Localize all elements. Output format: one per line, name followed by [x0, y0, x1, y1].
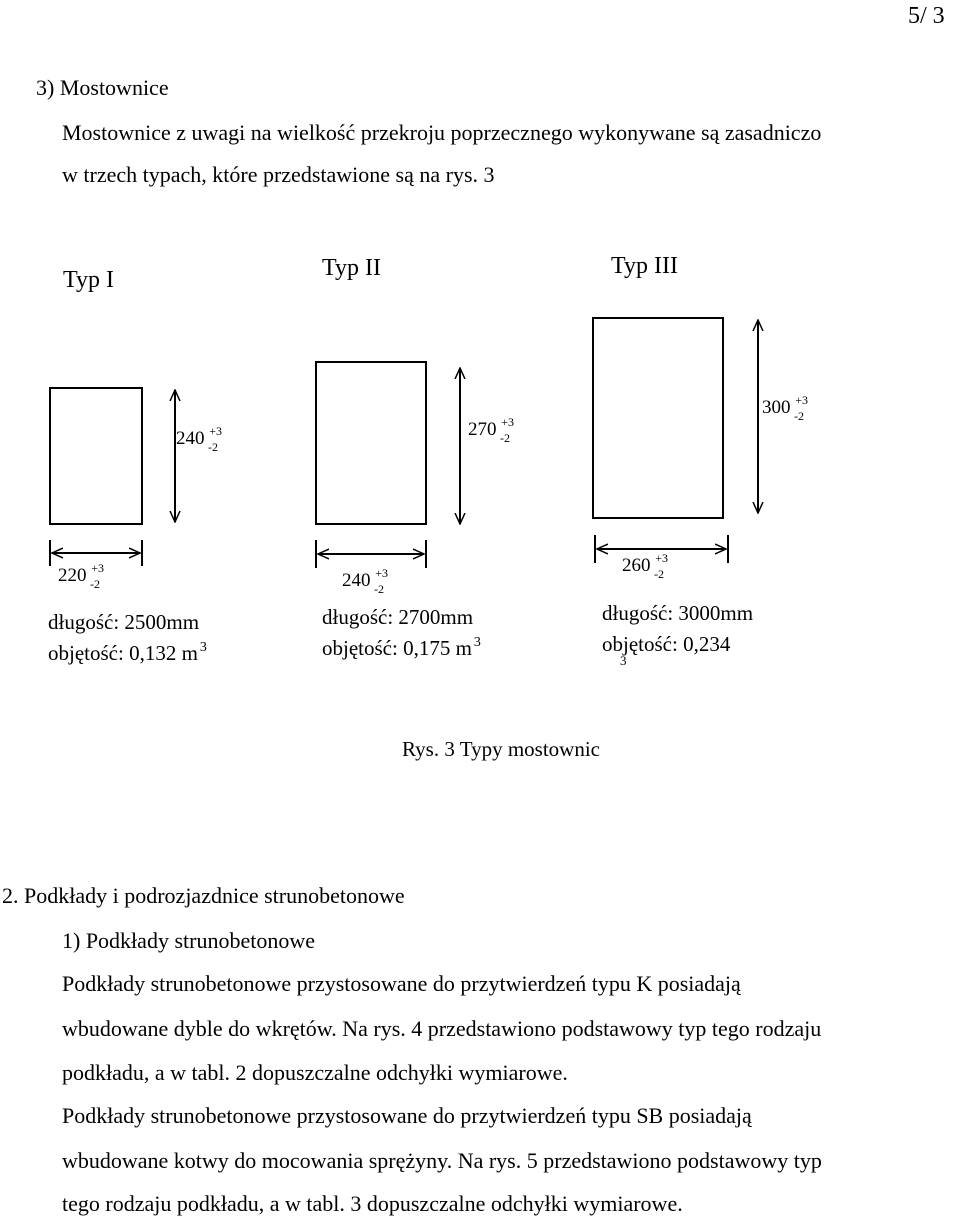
- paragraph-line: wbudowane kotwy do mocowania sprężyny. Na rys. 5 przedstawiono podstawowy typ: [62, 1148, 822, 1173]
- paragraph-line: Podkłady strunobetonowe przystosowane do przytwierdzeń typu K posiadają: [62, 971, 741, 996]
- volume-label: objętość: 0,132 m $^3$: [48, 640, 207, 665]
- height-dimension-label: 240 $^{+3}_{-2}$: [176, 423, 223, 454]
- figure-type-title: Typ I: [63, 267, 114, 293]
- width-dimension-label: 260 $^{+3}_{-2}$: [622, 550, 669, 581]
- paragraph-line: w trzech typach, które przedstawione są na rys. 3: [62, 162, 495, 187]
- paragraph-line: tego rodzaju podkładu, a w tabl. 3 dopuszczalne odchyłki wymiarowe.: [62, 1191, 683, 1216]
- length-label: długość: 2700mm: [322, 605, 474, 629]
- volume-exponent: 3: [620, 653, 627, 668]
- paragraph-line: Mostownice z uwagi na wielkość przekroju poprzecznego wykonywane są zasadniczo: [62, 120, 822, 145]
- page-number: 5/ 3: [908, 3, 945, 29]
- paragraph-line: wbudowane dyble do wkrętów. Na rys. 4 przedstawiono podstawowy typ tego rodzaju: [62, 1016, 822, 1041]
- volume-label: objętość: 0,175 m $^3$: [322, 635, 481, 660]
- figure-type-title: Typ II: [322, 255, 381, 281]
- volume-label: objętość: 0,234: [602, 632, 731, 656]
- paragraph-line: podkładu, a w tabl. 2 dopuszczalne odchyłki wymiarowe.: [62, 1060, 568, 1085]
- figure-type-title: Typ III: [611, 253, 678, 279]
- width-dimension-label: 240 $^{+3}_{-2}$: [342, 565, 389, 596]
- cross-section-rect-typ-3: [593, 318, 723, 518]
- section-heading-mostownice: 3) Mostownice: [36, 75, 169, 100]
- sub-heading: 1) Podkłady strunobetonowe: [62, 928, 315, 953]
- height-dimension-label: 300 $^{+3}_{-2}$: [762, 392, 809, 423]
- cross-section-rect-typ-2: [316, 362, 426, 524]
- length-label: długość: 3000mm: [602, 601, 754, 625]
- width-dimension-label: 220 $^{+3}_{-2}$: [58, 560, 105, 591]
- section-heading-podklady: 2. Podkłady i podrozjazdnice strunobetonowe: [2, 883, 405, 908]
- figure-caption: Rys. 3 Typy mostownic: [402, 737, 600, 761]
- length-label: długość: 2500mm: [48, 610, 200, 634]
- paragraph-line: Podkłady strunobetonowe przystosowane do przytwierdzeń typu SB posiadają: [62, 1103, 752, 1128]
- height-dimension-label: 270 $^{+3}_{-2}$: [468, 414, 515, 445]
- cross-section-rect-typ-1: [50, 388, 142, 524]
